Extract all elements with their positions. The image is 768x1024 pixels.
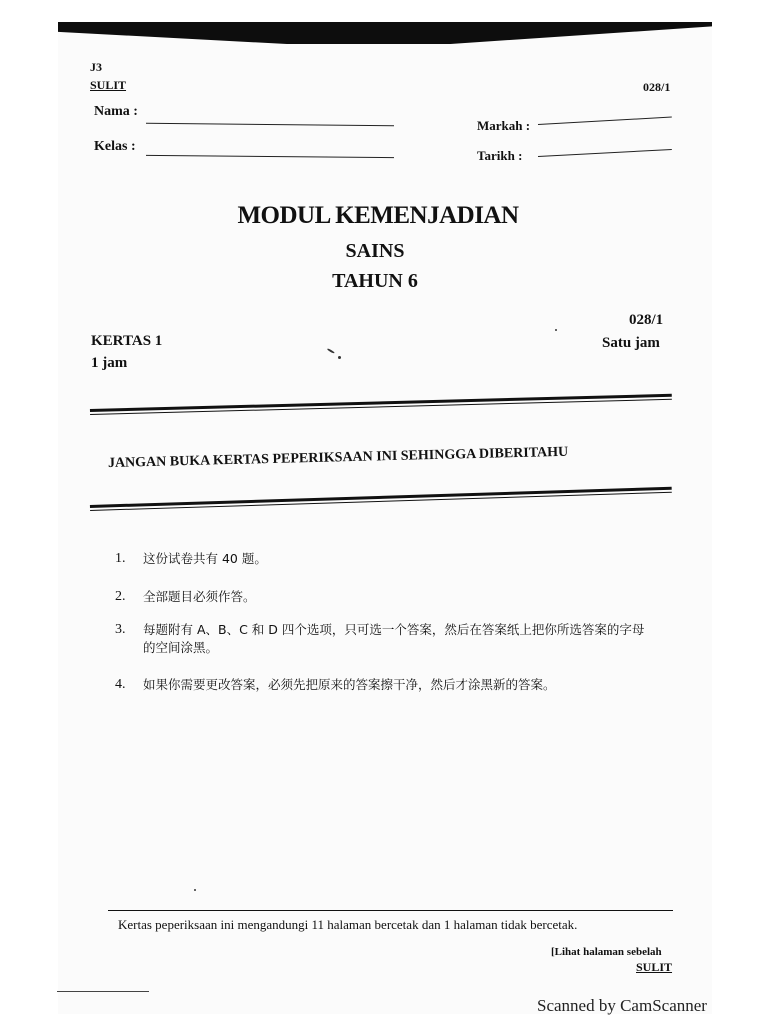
exam-paper — [58, 24, 712, 1014]
instruction-text: 这份试卷共有 40 题。 — [143, 551, 267, 566]
date-label: Tarikh : — [477, 148, 523, 163]
scanner-watermark: Scanned by CamScanner — [537, 996, 707, 1015]
marks-label: Markah : — [477, 118, 531, 133]
paper-code: 028/1 — [629, 312, 664, 328]
instruction-text: 每题附有 A、B、C 和 D 四个选项，只可选一个答案，然后在答案纸上把你所选答案的字母的空间涂黑。 — [143, 622, 645, 655]
scan-speck — [338, 356, 341, 359]
footer-rule — [108, 910, 673, 911]
year-title: TAHUN 6 — [332, 270, 418, 292]
subject-title: SAINS — [345, 240, 405, 262]
class-label: Kelas : — [94, 139, 136, 154]
paper-name: KERTAS 1 — [91, 333, 163, 349]
paper-code-top: 028/1 — [643, 80, 671, 94]
scan-edge-line — [57, 991, 149, 992]
classification-top: SULIT — [90, 78, 127, 92]
instruction-item — [115, 676, 645, 694]
paper-duration: 1 jam — [91, 355, 128, 371]
next-page-note: [Lihat halaman sebelah — [551, 946, 662, 958]
instruction-item — [115, 621, 645, 657]
instruction-number: 4. — [115, 677, 126, 692]
scan-speck — [194, 889, 196, 891]
page-count-note: Kertas peperiksaan ini mengandungi 11 halaman bercetak dan 1 halaman tidak bercetak. — [118, 917, 578, 932]
form-code: J3 — [90, 60, 102, 74]
instruction-text: 全部题目必须作答。 — [143, 589, 256, 604]
name-label: Nama : — [94, 104, 138, 119]
instruction-number: 2. — [115, 589, 126, 604]
instruction-text: 如果你需要更改答案，必须先把原来的答案擦干净，然后才涂黑新的答案。 — [143, 677, 556, 692]
scan-speck — [555, 329, 557, 331]
classification-bottom: SULIT — [636, 960, 673, 974]
instruction-number: 1. — [115, 551, 126, 566]
instruction-item — [115, 550, 655, 568]
instruction-number: 3. — [115, 622, 126, 637]
paper-duration-words: Satu jam — [602, 335, 660, 351]
module-title: MODUL KEMENJADIAN — [237, 202, 519, 229]
exam-warning: JANGAN BUKA KERTAS PEPERIKSAAN INI SEHINGGA DIBERITAHU — [107, 444, 569, 471]
instruction-item — [115, 588, 655, 606]
